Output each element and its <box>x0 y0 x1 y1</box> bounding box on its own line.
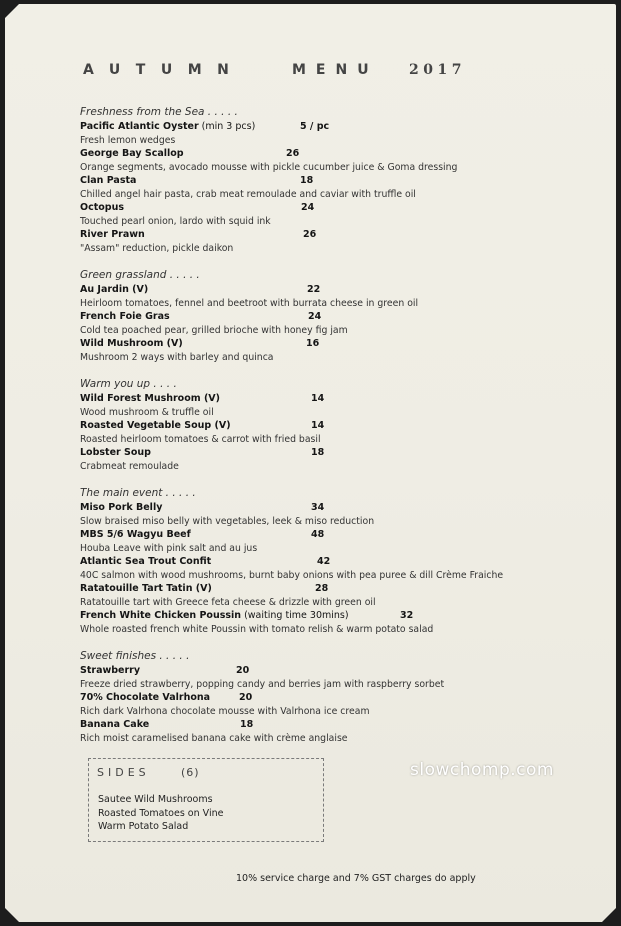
item-price: 14 <box>311 393 325 404</box>
sides-title: SIDES <box>97 766 150 779</box>
item-description: Freeze dried strawberry, popping candy and berries jam with raspberry sorbet <box>80 678 445 690</box>
section-title: Freshness from the Sea . . . . . <box>80 106 238 118</box>
item-price: 18 <box>240 719 254 730</box>
item-price: 34 <box>311 502 325 513</box>
item-price: 24 <box>308 311 322 322</box>
item-price: 26 <box>303 229 317 240</box>
item-note: (waiting time 30mins) <box>241 610 349 621</box>
item-price: 16 <box>306 338 320 349</box>
item-name: Au Jardin (V) <box>80 284 149 295</box>
menu-item <box>80 501 600 515</box>
item-description: Roasted heirloom tomatoes & carrot with fried basil <box>80 433 321 445</box>
menu-item <box>80 147 600 161</box>
menu-item <box>80 446 600 460</box>
item-price: 42 <box>317 556 331 567</box>
item-name: Roasted Vegetable Soup (V) <box>80 420 231 431</box>
menu-item <box>80 174 600 188</box>
section-title: Green grassland . . . . . <box>80 269 200 281</box>
item-description: Crabmeat remoulade <box>80 460 179 472</box>
side-item: Sautee Wild Mushrooms <box>98 794 213 805</box>
sides-box <box>88 758 324 842</box>
item-name: MBS 5/6 Wagyu Beef <box>80 529 191 540</box>
item-price: 5 / pc <box>300 121 330 132</box>
menu-item <box>80 582 600 596</box>
item-price: 28 <box>315 583 329 594</box>
item-name: Miso Pork Belly <box>80 502 163 513</box>
menu-item <box>80 392 600 406</box>
menu-sections <box>80 105 600 758</box>
menu-section <box>80 268 600 364</box>
item-description: Orange segments, avocado mousse with pickle cucumber juice & Goma dressing <box>80 161 458 173</box>
item-description: Mushroom 2 ways with barley and quinca <box>80 351 274 363</box>
photo-corner <box>602 908 616 922</box>
item-name: George Bay Scallop <box>80 148 184 159</box>
menu-item <box>80 718 600 732</box>
menu-item <box>80 228 600 242</box>
photo-corner <box>5 908 19 922</box>
item-name: Strawberry <box>80 665 141 676</box>
item-description: 40C salmon with wood mushrooms, burnt baby onions with pea puree & dill Crème Fraiche <box>80 569 504 581</box>
menu-title: AUTUMN <box>83 62 245 78</box>
menu-item <box>80 201 600 215</box>
menu-item <box>80 609 600 623</box>
menu-year: 2017 <box>409 62 466 78</box>
item-price: 32 <box>400 610 414 621</box>
item-name: Atlantic Sea Trout Confit <box>80 556 212 567</box>
item-name: River Prawn <box>80 229 145 240</box>
menu-item <box>80 691 600 705</box>
menu-item <box>80 664 600 678</box>
item-description: Wood mushroom & truffle oil <box>80 406 214 418</box>
service-charge-note: 10% service charge and 7% GST charges do apply <box>236 873 476 884</box>
item-price: 18 <box>311 447 325 458</box>
item-name: Pacific Atlantic Oyster <box>80 121 199 132</box>
item-name: Octopus <box>80 202 124 213</box>
item-description: Fresh lemon wedges <box>80 134 176 146</box>
item-price: 48 <box>311 529 325 540</box>
menu-header <box>83 62 483 80</box>
menu-section <box>80 377 600 473</box>
watermark: slowchomp.com <box>410 760 554 780</box>
menu-section <box>80 486 600 636</box>
menu-section <box>80 105 600 255</box>
section-title: Sweet finishes . . . . . <box>80 650 190 662</box>
item-description: Houba Leave with pink salt and au jus <box>80 542 258 554</box>
menu-item <box>80 555 600 569</box>
menu-subtitle: MENU <box>292 62 379 78</box>
side-item: Roasted Tomatoes on Vine <box>98 807 224 819</box>
item-name: Clan Pasta <box>80 175 137 186</box>
menu-item <box>80 528 600 542</box>
item-name: Wild Forest Mushroom (V) <box>80 393 220 404</box>
section-title: Warm you up . . . . <box>80 378 177 390</box>
menu-item <box>80 337 600 351</box>
section-title: The main event . . . . . <box>80 487 196 499</box>
item-name: 70% Chocolate Valrhona <box>80 692 211 703</box>
item-description: Touched pearl onion, lardo with squid ink <box>80 215 271 227</box>
item-name: French Foie Gras <box>80 311 170 322</box>
item-price: 22 <box>307 284 321 295</box>
item-description: Rich moist caramelised banana cake with crème anglaise <box>80 732 348 744</box>
item-description: Slow braised miso belly with vegetables, leek & miso reduction <box>80 515 375 527</box>
item-name: Banana Cake <box>80 719 150 730</box>
item-price: 14 <box>311 420 325 431</box>
item-price: 20 <box>236 665 250 676</box>
item-description: Heirloom tomatoes, fennel and beetroot with burrata cheese in green oil <box>80 297 419 309</box>
item-description: Cold tea poached pear, grilled brioche with honey fig jam <box>80 324 348 336</box>
item-price: 26 <box>286 148 300 159</box>
item-description: Chilled angel hair pasta, crab meat remoulade and caviar with truffle oil <box>80 188 416 200</box>
menu-item <box>80 283 600 297</box>
menu-item <box>80 310 600 324</box>
item-price: 20 <box>239 692 253 703</box>
sides-count: (6) <box>181 766 200 779</box>
item-price: 24 <box>301 202 315 213</box>
item-description: Ratatouille tart with Greece feta cheese & drizzle with green oil <box>80 596 376 608</box>
photo-corner <box>5 4 19 18</box>
item-name: Wild Mushroom (V) <box>80 338 183 349</box>
item-description: Whole roasted french white Poussin with tomato relish & warm potato salad <box>80 623 434 635</box>
item-price: 18 <box>300 175 314 186</box>
item-note: (min 3 pcs) <box>198 121 256 132</box>
item-description: Rich dark Valrhona chocolate mousse with Valrhona ice cream <box>80 705 370 717</box>
menu-item <box>80 120 600 134</box>
item-name: Ratatouille Tart Tatin (V) <box>80 583 212 594</box>
side-item: Warm Potato Salad <box>98 821 189 832</box>
sides-list <box>98 793 223 834</box>
item-name: French White Chicken Poussin <box>80 610 242 621</box>
menu-item <box>80 419 600 433</box>
menu-section <box>80 649 600 745</box>
item-description: "Assam" reduction, pickle daikon <box>80 242 234 254</box>
item-name: Lobster Soup <box>80 447 151 458</box>
